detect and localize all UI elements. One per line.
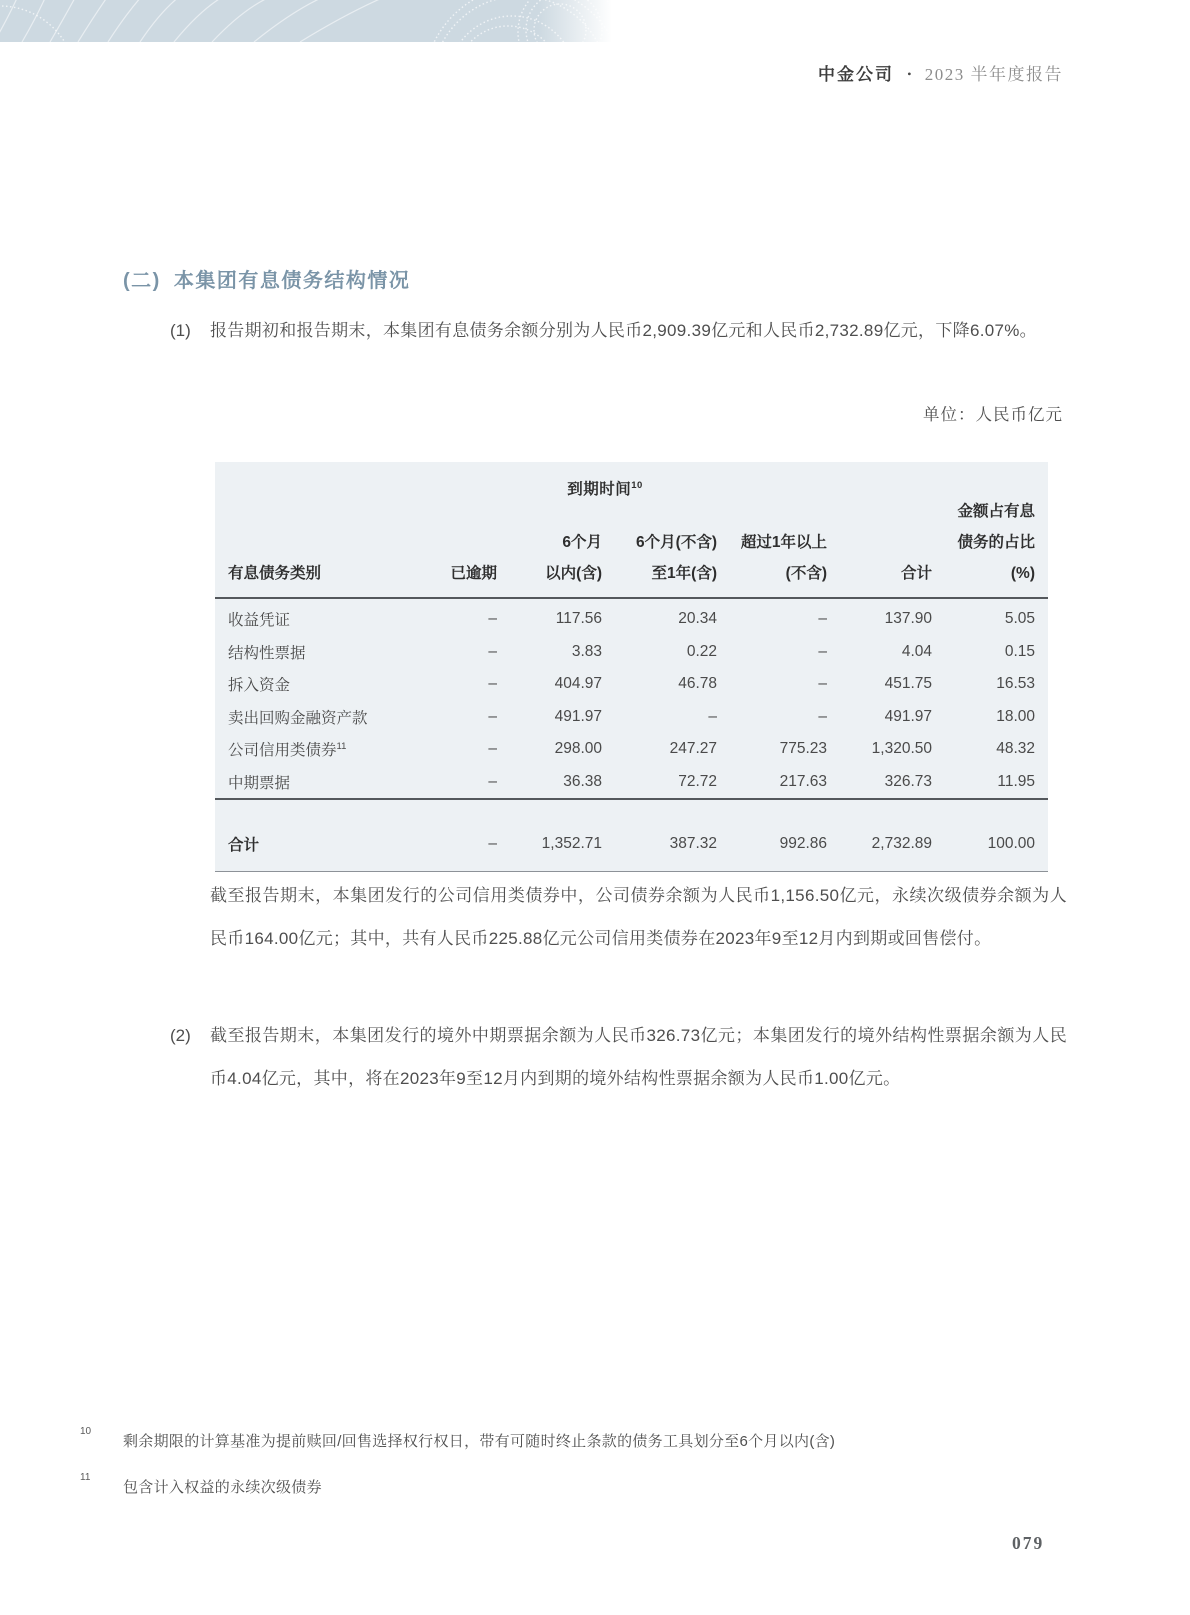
cell-total: 451.75 [884, 675, 932, 693]
footnote-11-text: 包含计入权益的永续次级债券 [123, 1479, 322, 1496]
paragraph-after-table: 截至报告期末，本集团发行的公司信用类债券中，公司债券余额为人民币1,156.50亿元，永续次级债券余额为人民币164.00亿元；其中，共有人民币225.88亿元公司信用类债券在2023年9至12月内到期或回售偿付。 [210, 886, 1067, 948]
table-row [215, 701, 1048, 734]
cell-overdue: – [435, 799, 510, 872]
paragraph-2-text: 截至报告期末，本集团发行的境外中期票据余额为人民币326.73亿元；本集团发行的境外结构性票据余额为人民币4.04亿元，其中，将在2023年9至12月内到期的境外结构性票据余额为人民币1.00亿元。 [210, 1026, 1067, 1088]
col-header-line: 6个月(不含) [636, 534, 717, 551]
cell-over-1y: – [818, 707, 827, 725]
cell-percentage: 5.05 [1004, 610, 1035, 628]
cell-within-6m: 491.97 [554, 707, 602, 725]
cell-overdue: – [488, 675, 497, 693]
cell-within-6m: 404.97 [554, 675, 602, 693]
debt-table [215, 462, 1048, 872]
col-header-line: 超过1年以上 [740, 534, 827, 551]
row-footnote-ref: 11 [336, 741, 347, 753]
cell-6m-to-1y: 72.72 [615, 766, 730, 800]
report-title: 2023 半年度报告 [924, 65, 1063, 84]
col-header-line: 债务的占比 [957, 534, 1035, 551]
cell-percentage: 0.15 [1004, 642, 1035, 660]
cell-total: 326.73 [840, 766, 945, 800]
table-row [215, 598, 1048, 636]
cell-6m-to-1y: 20.34 [678, 610, 717, 628]
col-header-line: 6个月 [562, 534, 602, 551]
table-row [215, 766, 1048, 800]
col-header-line: 金额占有息 [957, 503, 1035, 520]
cell-total: 2,732.89 [840, 799, 945, 872]
cell-6m-to-1y: 0.22 [686, 642, 717, 660]
cell-percentage: 100.00 [945, 799, 1048, 872]
cell-within-6m: 298.00 [554, 740, 602, 758]
col-header-total: 合计 [840, 462, 945, 598]
cell-percentage: 16.53 [996, 675, 1035, 693]
cell-percentage: 18.00 [996, 707, 1035, 725]
row-label: 拆入资金 [228, 677, 291, 695]
cell-total: 491.97 [884, 707, 932, 725]
footnote-11-marker: 11 [80, 1472, 91, 1483]
table-row [215, 636, 1048, 669]
cell-overdue: – [488, 740, 497, 758]
col-header-overdue: 已逾期 [435, 462, 510, 598]
debt-structure-table [215, 462, 1048, 872]
paragraph-1-number: (1) [170, 321, 191, 340]
paragraph-2-number: (2) [170, 1026, 191, 1045]
paragraph-2 [170, 1014, 1067, 1100]
cell-total: 1,320.50 [871, 740, 932, 758]
cell-over-1y: 217.63 [730, 766, 840, 800]
cell-overdue: – [488, 707, 497, 725]
col-header-category: 有息债务类别 [215, 462, 435, 598]
section-heading [123, 264, 410, 293]
cell-over-1y: 992.86 [730, 799, 840, 872]
col-header-line: 至1年(含) [651, 565, 717, 582]
cell-overdue: – [488, 642, 497, 660]
row-label: 结构性票据 [228, 644, 306, 662]
footnote-ref-10: 10 [631, 480, 643, 491]
header-bullet-icon: • [907, 67, 912, 81]
col-header-line: (不含) [785, 565, 827, 582]
cell-total: 137.90 [884, 610, 932, 628]
cell-total: 4.04 [901, 642, 932, 660]
cell-over-1y: – [818, 675, 827, 693]
row-label: 收益凭证 [228, 612, 291, 630]
cell-6m-to-1y: 247.27 [669, 740, 717, 758]
total-row-label: 合计 [215, 799, 435, 872]
cell-over-1y: – [818, 642, 827, 660]
decorative-banner [0, 0, 612, 42]
row-label: 中期票据 [228, 774, 291, 792]
table-row [215, 668, 1048, 701]
footnote-10 [80, 1426, 990, 1451]
section-title: 本集团有息债务结构情况 [173, 270, 411, 292]
unit-label: 单位：人民币亿元 [923, 406, 1063, 424]
col-header-line: (%) [1010, 565, 1035, 582]
company-name: 中金公司 [818, 65, 895, 84]
cell-6m-to-1y: 46.78 [678, 675, 717, 693]
paragraph-1-text: 报告期初和报告期末，本集团有息债务余额分别为人民币2,909.39亿元和人民币2,732.89亿元，下降6.07%。 [210, 321, 1037, 340]
row-label: 卖出回购金融资产款 [228, 709, 368, 727]
footnote-11 [80, 1472, 990, 1497]
page-header [818, 60, 1063, 85]
table-total-row [215, 799, 1048, 872]
cell-6m-to-1y: 387.32 [615, 799, 730, 872]
maturity-group-label: 到期时间 [567, 481, 632, 498]
section-number: (二) [123, 270, 161, 292]
row-label: 公司信用类债券 [228, 742, 337, 760]
cell-percentage: 11.95 [945, 766, 1048, 800]
cell-6m-to-1y: – [708, 707, 717, 725]
page-number: 079 [1012, 1533, 1045, 1553]
cell-over-1y: – [818, 610, 827, 628]
col-header-line: 以内(含) [545, 565, 602, 582]
cell-overdue: – [435, 766, 510, 800]
footnote-10-marker: 10 [80, 1426, 92, 1437]
paragraph-1 [170, 309, 1067, 352]
maturity-group-header [215, 477, 995, 499]
cell-percentage: 48.32 [996, 740, 1035, 758]
cell-over-1y: 775.23 [779, 740, 827, 758]
cell-within-6m: 117.56 [555, 610, 602, 628]
banner-pattern-graphic [0, 0, 612, 42]
cell-within-6m: 3.83 [571, 642, 602, 660]
table-row [215, 733, 1048, 766]
cell-overdue: – [488, 610, 497, 628]
footnote-10-text: 剩余期限的计算基准为提前赎回/回售选择权行权日，带有可随时终止条款的债务工具划分至6个月以内(含) [123, 1433, 836, 1450]
cell-within-6m: 36.38 [510, 766, 615, 800]
cell-within-6m: 1,352.71 [510, 799, 615, 872]
